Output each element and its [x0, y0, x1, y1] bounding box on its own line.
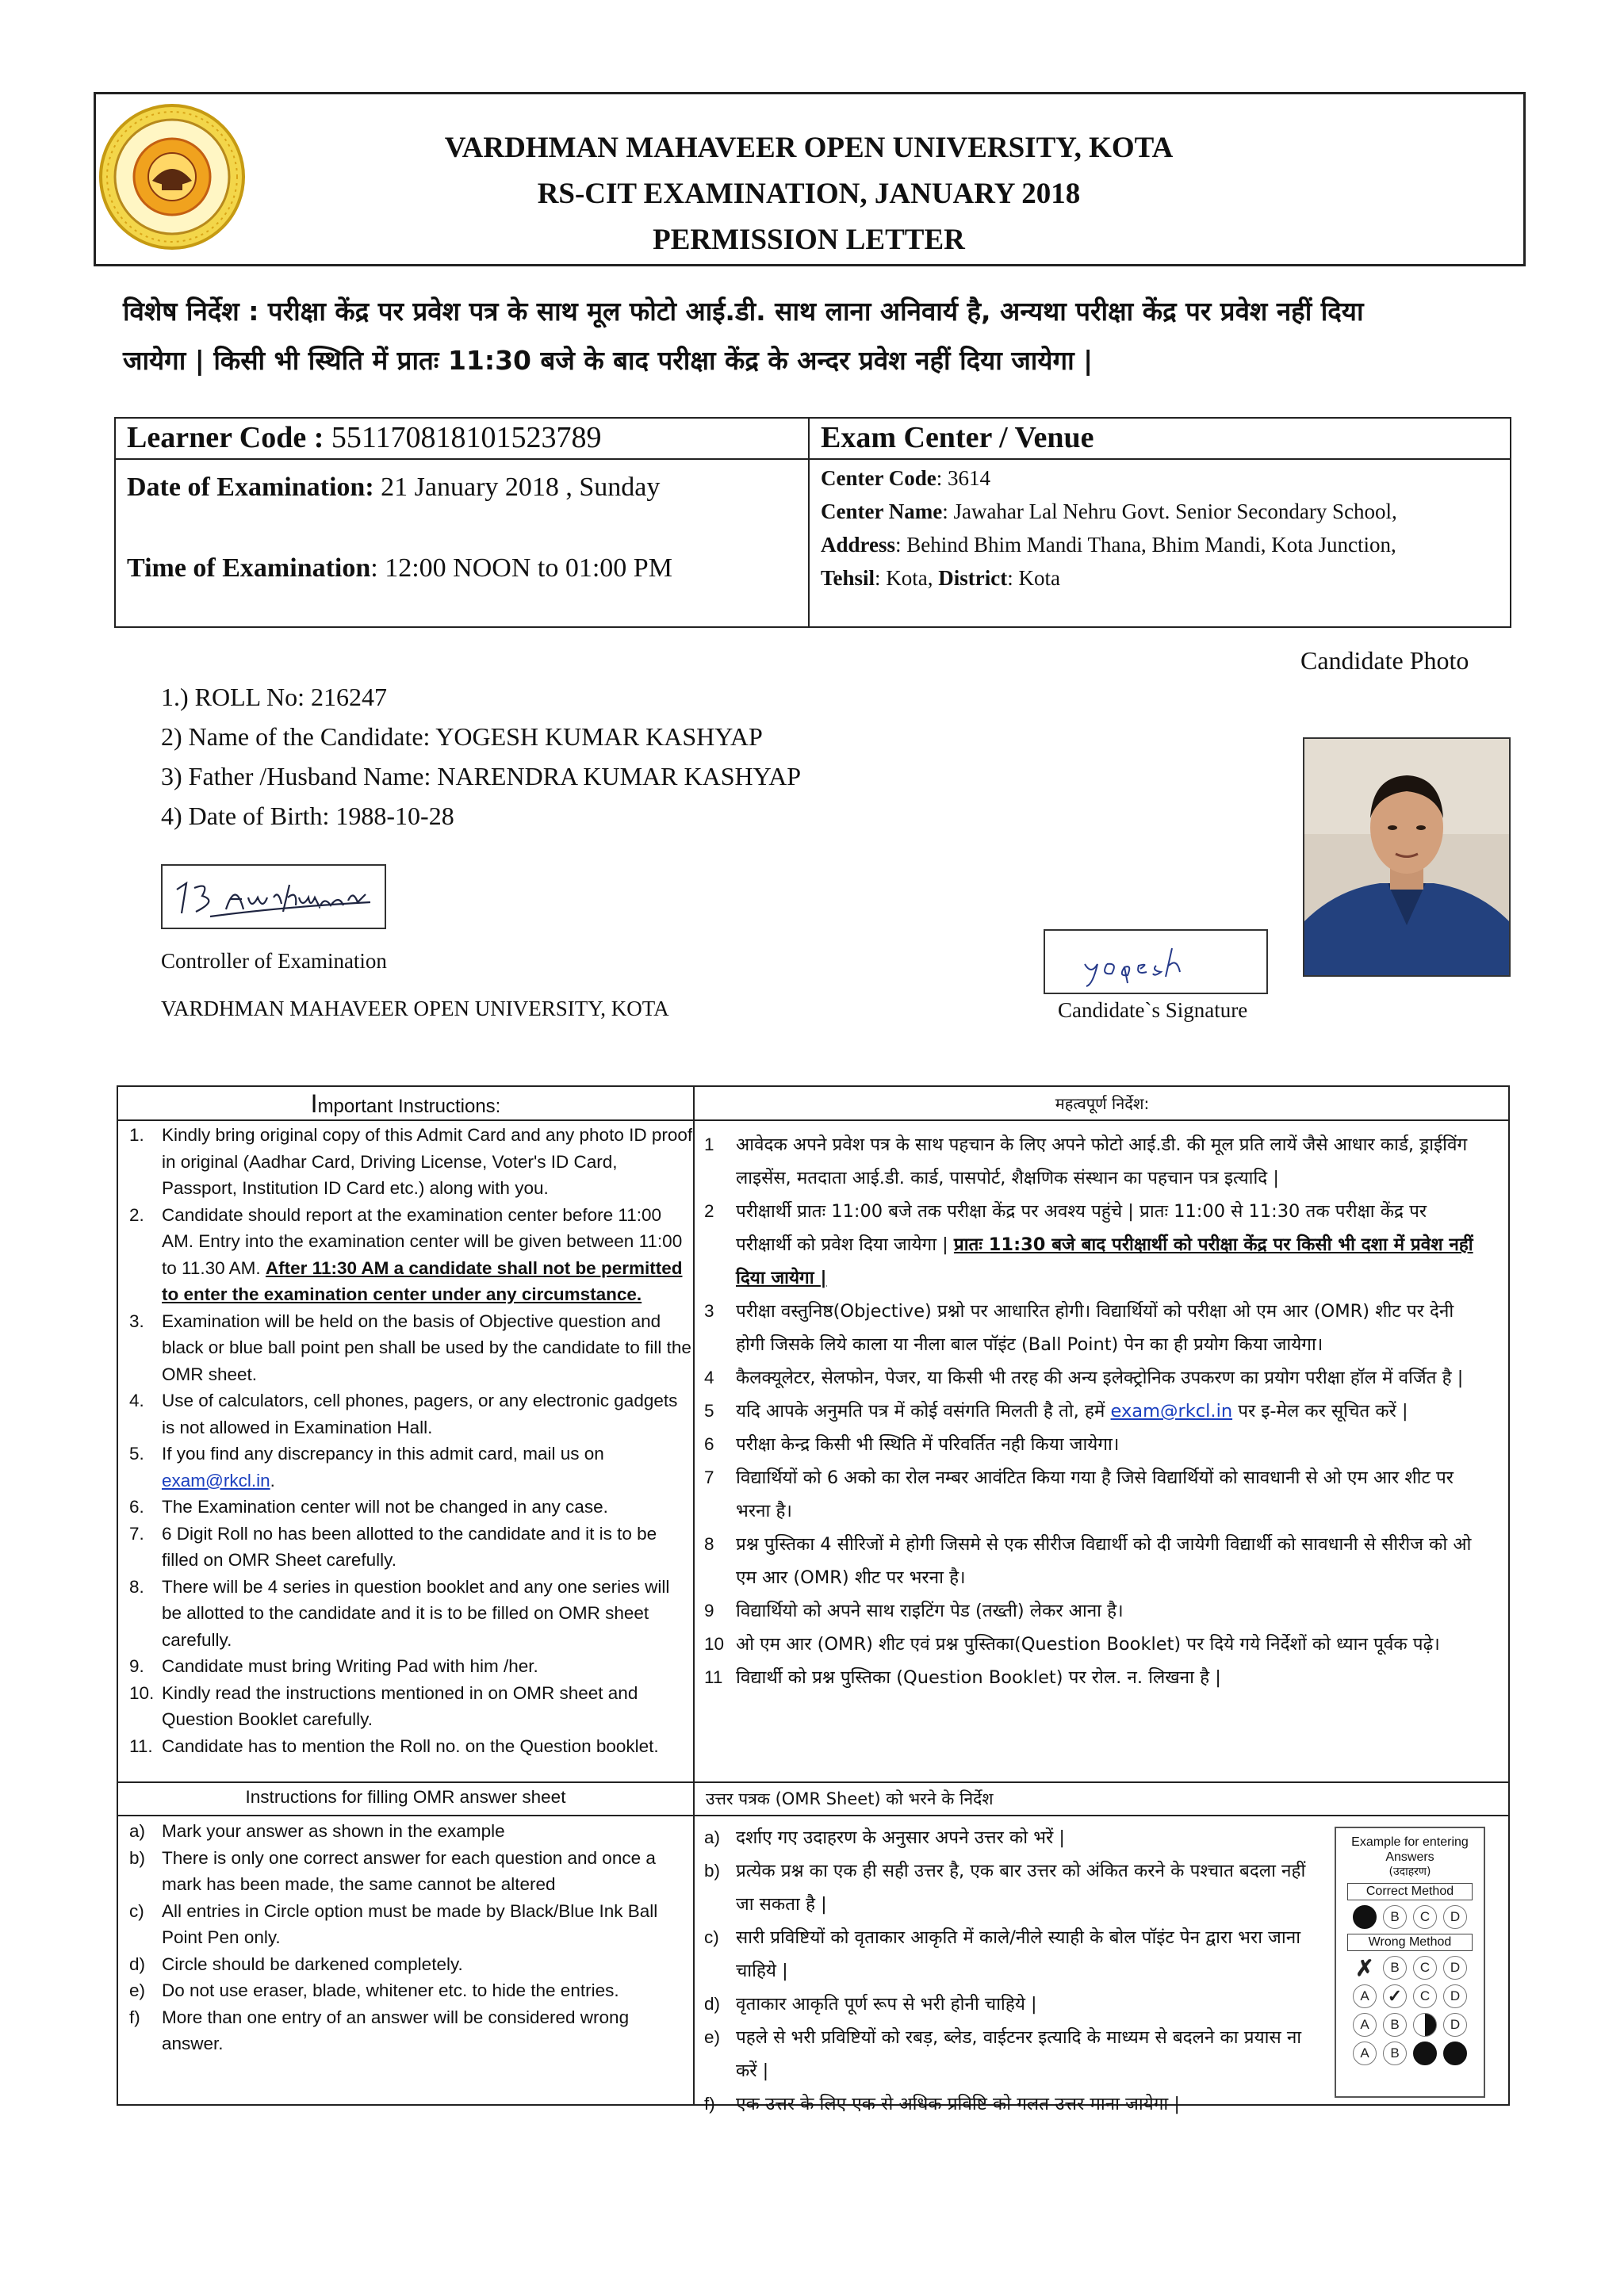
instruction-text: Candidate should report at the examination center before 11:00 AM. Entry into the examination center will be given between 11:00 to 11.30 AM.	[162, 1204, 683, 1278]
wrong-method-label: Wrong Method	[1347, 1934, 1473, 1951]
instruction-item	[118, 2004, 693, 2057]
candidate-name: 2) Name of the Candidate: YOGESH KUMAR KASHYAP	[161, 722, 763, 751]
instruction-number: d)	[704, 1994, 721, 2014]
bubble-b: B	[1383, 2013, 1407, 2037]
learner-code-cell	[116, 419, 810, 460]
learner-code-label: Learner Code :	[127, 421, 331, 454]
instruction-item	[118, 1494, 693, 1521]
special-notice	[123, 287, 1503, 385]
instruction-number: 10	[704, 1634, 725, 1654]
instruction-number: a)	[704, 1827, 721, 1847]
instruction-number: 3	[704, 1301, 714, 1321]
bubble-d: D	[1443, 1956, 1467, 1980]
instruction-item	[118, 1441, 693, 1494]
bubble-b: B	[1383, 1956, 1407, 1980]
hindi-instruction-item	[695, 1361, 1483, 1395]
bubble-b: B	[1383, 2042, 1407, 2065]
hindi-instructions	[695, 1128, 1503, 1694]
candidate-photo-label: Candidate Photo	[1300, 646, 1469, 675]
instruction-number: 2.	[129, 1204, 144, 1225]
instruction-text: Circle should be darkened completely.	[162, 1954, 463, 1974]
filled-bubble-icon	[1443, 2042, 1467, 2065]
father-name: 3) Father /Husband Name: NARENDRA KUMAR KASHYAP	[161, 762, 802, 790]
hindi-instruction-item	[695, 1988, 1313, 2021]
instruction-number: 9.	[129, 1656, 144, 1676]
instruction-text: परीक्षा वस्तुनिष्ठ(Objective) प्रश्नो पर आधारित होगी। विद्यार्थियों को परीक्षा ओ एम आर (OMR) शीट पर देनी होगी जिसके लिये काला या नीला बाल पॉइंट (Ball Point) पेन का ही प्रयोग किया जायेगा।	[736, 1301, 1454, 1355]
instruction-text: परीक्षा केन्द्र किसी भी स्थिति में परिवर्तित नही किया जायेगा।	[736, 1434, 1120, 1455]
instruction-number: e)	[129, 1980, 146, 2000]
instruction-text: The Examination center will not be changed in any case.	[162, 1497, 608, 1517]
instruction-text: विद्यार्थियों को 6 अको का रोल नम्बर आवंटित किया गया है जिसे विद्यार्थियों को सावधानी से ओ एम आर शीट पर भरना है।	[736, 1468, 1454, 1521]
instruction-number: f)	[129, 2007, 140, 2027]
time-value: : 12:00 NOON to 01:00 PM	[370, 553, 672, 583]
controller-title: Controller of Examination	[161, 949, 387, 973]
omr-english-instructions	[118, 1818, 693, 2057]
bubble-d: D	[1443, 1905, 1467, 1929]
instruction-text: प्रश्न पुस्तिका 4 सीरिजों मे होगी जिसमे से एक सीरीज विद्यार्थी को दी जायेगी विद्यार्थी को सावधानी से सीरीज को ओ एम आर (OMR) शीट पर भरना है।	[736, 1534, 1472, 1588]
instruction-text: Use of calculators, cell phones, pagers, or any electronic gadgets is not allowed in Examination Hall.	[162, 1391, 678, 1437]
instruction-item	[118, 1308, 693, 1388]
instruction-text: सारी प्रविष्टियों को वृताकार आकृति में काले/नीले स्याही के बोल पॉइंट पेन द्वारा भरा जाना चाहिये |	[736, 1927, 1301, 1981]
university-seal-icon	[97, 101, 247, 252]
correct-method-label: Correct Method	[1347, 1883, 1473, 1900]
venue-heading-cell	[810, 419, 1510, 460]
correct-bubble-row	[1336, 1905, 1484, 1929]
bubble-c: C	[1413, 1905, 1437, 1929]
instruction-number: 1.	[129, 1125, 144, 1145]
instruction-number: 5	[704, 1401, 714, 1421]
instruction-text: There will be 4 series in question booklet and any one series will be allotted to the candidate and it is to be filled on OMR sheet carefully.	[162, 1576, 670, 1650]
hindi-instruction-item	[695, 1921, 1313, 1988]
hindi-instruction-item	[695, 1461, 1483, 1528]
venue-heading: Exam Center / Venue	[821, 421, 1094, 454]
center-name-label: Center Name	[821, 499, 943, 523]
filled-bubble-icon	[1413, 2042, 1437, 2065]
instruction-text: Candidate has to mention the Roll no. on the Question booklet.	[162, 1735, 659, 1756]
instructions-table	[117, 1085, 1510, 2114]
scribble-mark-icon: ✓	[1383, 1984, 1407, 2008]
important-instructions-heading: Important Instructions:	[118, 1087, 693, 1121]
time-label: Time of Examination	[127, 553, 371, 583]
instruction-item	[118, 1898, 693, 1951]
hindi-instruction-item	[695, 1195, 1483, 1295]
address-value: : Behind Bhim Mandi Thana, Bhim Mandi, Kota Junction,	[895, 533, 1396, 557]
instruction-number: 4.	[129, 1391, 144, 1410]
bubble-a: A	[1353, 1984, 1377, 2008]
bubble-b: B	[1383, 1905, 1407, 1929]
instruction-text: यदि आपके अनुमति पत्र में कोई वसंगति मिलती है तो, हमें	[736, 1401, 1111, 1422]
instruction-item	[118, 1680, 693, 1733]
omr-hindi-instructions	[695, 1821, 1313, 2121]
email-link[interactable]: exam@rkcl.in	[162, 1470, 270, 1490]
instruction-text: Examination will be held on the basis of Objective question and black or blue ball point pen shall be used by the candidate to fill the OMR sheet.	[162, 1311, 691, 1384]
tehsil-label: Tehsil	[821, 566, 875, 590]
instruction-item	[118, 1521, 693, 1574]
district-value: : Kota	[1007, 566, 1061, 590]
wrong-row-half	[1336, 2013, 1484, 2037]
hindi-instruction-item	[695, 1821, 1313, 1854]
bubble-a: A	[1353, 2042, 1377, 2065]
instruction-text: If you find any discrepancy in this admit card, mail us on	[162, 1444, 604, 1464]
instruction-text: More than one entry of an answer will be considered wrong answer.	[162, 2007, 630, 2053]
bubble-d: D	[1443, 1984, 1467, 2008]
document-type: PERMISSION LETTER	[653, 224, 965, 256]
wrong-row-cross	[1336, 1956, 1484, 1980]
instruction-number: b)	[129, 1847, 146, 1868]
instruction-number: 4	[704, 1368, 714, 1387]
center-code-value: : 3614	[936, 466, 990, 490]
wrong-row-tick	[1336, 1984, 1484, 2008]
learner-code-value: 551170818101523789	[331, 421, 602, 454]
instruction-item	[118, 1574, 693, 1654]
omr-instructions-heading: Instructions for filling OMR answer sheet	[245, 1787, 566, 1807]
instruction-number: c)	[704, 1927, 719, 1947]
instruction-text: विद्यार्थी को प्रश्न पुस्तिका (Question Booklet) पर रोल. न. लिखना है |	[736, 1667, 1221, 1688]
hindi-instruction-item	[695, 1428, 1483, 1461]
instruction-text: आवेदक अपने प्रवेश पत्र के साथ पहचान के लिए अपने फोटो आई.डी. की मूल प्रति लायें जैसे आधार कार्ड, ड्राईविंग लाइसेंस, मतदाता आई.डी. कार्ड, पासपोर्ट, शैक्षणिक संस्थान का पहचान पत्र इत्यादि |	[736, 1135, 1468, 1188]
candidate-photo	[1303, 737, 1511, 977]
instruction-text: Kindly read the instructions mentioned in on OMR sheet and Question Booklet carefully.	[162, 1682, 638, 1729]
instruction-number: d)	[129, 1954, 146, 1974]
instruction-text: प्रत्येक प्रश्न का एक ही सही उत्तर है, एक बार उत्तर को अंकित करने के पश्चात बदला नहीं जा सकता है |	[736, 1861, 1306, 1915]
controller-signature	[161, 864, 386, 929]
hindi-instruction-item	[695, 1628, 1483, 1661]
candidate-signature-label: Candidate`s Signature	[1058, 998, 1248, 1022]
omr-example-title: Example for entering Answers	[1351, 1835, 1469, 1864]
instruction-number: 11	[704, 1667, 723, 1687]
instruction-text-end: पर इ-मेल कर सूचित करें |	[1232, 1401, 1408, 1422]
instruction-number: a)	[129, 1821, 146, 1841]
instruction-number: 2	[704, 1201, 714, 1221]
hindi-instruction-item	[695, 1528, 1483, 1594]
instruction-text: There is only one correct answer for each question and once a mark has been made, the same cannot be altered	[162, 1847, 656, 1894]
instruction-number: 3.	[129, 1311, 144, 1331]
instruction-item	[118, 1951, 693, 1978]
instruction-text: ओ एम आर (OMR) शीट एवं प्रश्न पुस्तिका(Question Booklet) पर दिये गये निर्देशों को ध्यान पूर्वक पढ़े।	[736, 1634, 1440, 1655]
instruction-text: वृताकार आकृति पूर्ण रूप से भरी होनी चाहिये |	[736, 1994, 1037, 2015]
university-name: VARDHMAN MAHAVEER OPEN UNIVERSITY, KOTA	[444, 132, 1174, 164]
bubble-c: C	[1413, 1984, 1437, 2008]
instruction-text: Mark your answer as shown in the example	[162, 1821, 505, 1841]
venue-details-cell	[810, 460, 1510, 626]
hindi-instruction-item	[695, 1854, 1313, 1921]
instruction-text: Do not use eraser, blade, whitener etc. to hide the entries.	[162, 1980, 619, 2000]
date-of-birth: 4) Date of Birth: 1988-10-28	[161, 802, 454, 830]
instruction-text: परीक्षार्थी प्रातः 11:00 बजे तक परीक्षा केंद्र पर अवश्य पहुंचे | प्रातः 11:00 से 11:30 तक परीक्षा केंद्र पर परीक्षार्थी को प्रवेश दिया जायेगा |	[736, 1201, 1427, 1255]
instruction-text: 6 Digit Roll no has been allotted to the candidate and it is to be filled on OMR Sheet carefully.	[162, 1523, 657, 1570]
instruction-text-end: .	[270, 1470, 275, 1490]
instruction-number: e)	[704, 2027, 721, 2047]
instruction-item	[118, 1733, 693, 1760]
bubble-d: D	[1443, 2013, 1467, 2037]
omr-example-title-hindi: (उदाहरण)	[1388, 1866, 1431, 1878]
instruction-number: 7	[704, 1468, 714, 1487]
date-value: 21 January 2018 , Sunday	[373, 473, 661, 502]
instruction-item	[118, 1122, 693, 1202]
omr-example-box	[1335, 1827, 1485, 2098]
hindi-instruction-item	[695, 1295, 1483, 1361]
notice-line-2: जायेगा | किसी भी स्थिति में प्रातः 11:30 बजे के बाद परीक्षा केंद्र के अन्दर प्रवेश नहीं दिया जायेगा |	[123, 345, 1094, 376]
instruction-number: 8	[704, 1534, 714, 1554]
instruction-item	[118, 1818, 693, 1845]
controller-university: VARDHMAN MAHAVEER OPEN UNIVERSITY, KOTA	[161, 997, 669, 1020]
instruction-text: All entries in Circle option must be made by Black/Blue Ink Ball Point Pen only.	[162, 1900, 658, 1947]
hindi-instruction-item	[695, 1594, 1483, 1628]
instruction-number: 6	[704, 1434, 714, 1454]
hindi-instruction-item	[695, 1395, 1483, 1428]
candidate-details	[161, 677, 801, 836]
instruction-number: 10.	[129, 1682, 155, 1703]
instruction-item	[118, 1653, 693, 1680]
half-filled-bubble-icon	[1413, 2013, 1437, 2037]
instruction-item	[118, 1845, 693, 1898]
hindi-instruction-item	[695, 2021, 1313, 2087]
omr-hindi-heading: उत्तर पत्रक (OMR Sheet) को भरने के निर्देश	[706, 1789, 994, 1808]
hindi-instructions-heading: महत्वपूर्ण निर्देश:	[695, 1087, 1510, 1121]
hindi-instruction-item	[695, 2087, 1313, 2121]
hindi-instruction-item	[695, 1661, 1483, 1694]
instruction-text: Kindly bring original copy of this Admit Card and any photo ID proof in original (Aadhar Card, Driving License, Voter's ID Card, Passport, Institution ID Card etc.) along with you.	[162, 1125, 693, 1198]
cross-mark-icon: ✗	[1355, 1955, 1374, 1980]
controller-block	[161, 945, 669, 1024]
instruction-emphasis: प्रातः 11:30 बजे बाद परीक्षार्थी को परीक्षा केंद्र पर किसी भी दशा में प्रवेश नहीं दिया जायेगा |	[736, 1234, 1473, 1288]
roll-number: 1.) ROLL No: 216247	[161, 683, 388, 711]
filled-bubble-icon	[1353, 1905, 1377, 1929]
instruction-number: 8.	[129, 1576, 144, 1597]
address-label: Address	[821, 533, 896, 557]
instruction-text: एक उत्तर के लिए एक से अधिक प्रविष्टि को गलत उत्तर माना जायेगा |	[736, 2094, 1180, 2114]
hindi-instruction-item	[695, 1128, 1483, 1195]
instruction-number: f)	[704, 2094, 715, 2114]
instruction-number: 1	[704, 1135, 714, 1154]
notice-line-1: विशेष निर्देश : परीक्षा केंद्र पर प्रवेश पत्र के साथ मूल फोटो आई.डी. साथ लाना अनिवार्य है, अन्यथा परीक्षा केंद्र पर प्रवेश नहीं दिया	[123, 296, 1364, 327]
district-label: District	[938, 566, 1008, 590]
date-label: Date of Examination:	[127, 473, 374, 502]
exam-info-table	[114, 417, 1511, 628]
instruction-text: पहले से भरी प्रविष्टियों को रबड़, ब्लेड, वाईटनर इत्यादि के माध्यम से बदलने का प्रयास ना करें |	[736, 2027, 1302, 2081]
instruction-text: विद्यार्थियो को अपने साथ राइटिंग पेड (तख्ती) लेकर आना है।	[736, 1601, 1124, 1621]
instruction-number: 5.	[129, 1444, 144, 1464]
date-time-cell	[116, 460, 810, 626]
instruction-emphasis: After 11:30 AM a candidate shall not be permitted to enter the examination center under any circumstance.	[162, 1257, 683, 1304]
instruction-item	[118, 1202, 693, 1308]
bubble-a: A	[1353, 2013, 1377, 2037]
candidate-signature	[1044, 929, 1268, 994]
wrong-row-double	[1336, 2042, 1484, 2065]
email-link[interactable]: exam@rkcl.in	[1110, 1401, 1233, 1422]
instruction-text: कैलक्यूलेटर, सेलफोन, पेजर, या किसी भी तरह की अन्य इलेक्ट्रोनिक उपकरण का प्रयोग परीक्षा हॉल में वर्जित है |	[736, 1368, 1464, 1388]
omr-heading-bottom-rule	[118, 1815, 1508, 1816]
center-name-value: : Jawahar Lal Nehru Govt. Senior Secondary School,	[942, 499, 1397, 523]
instruction-number: 6.	[129, 1497, 144, 1517]
center-code-label: Center Code	[821, 466, 936, 490]
instruction-number: 11.	[129, 1735, 153, 1756]
bubble-c: C	[1413, 1956, 1437, 1980]
instruction-number: 9	[704, 1601, 714, 1621]
tehsil-value: : Kota,	[875, 566, 939, 590]
instruction-number: c)	[129, 1900, 144, 1921]
english-instructions	[118, 1122, 693, 1759]
instruction-text: Candidate must bring Writing Pad with him /her.	[162, 1656, 538, 1676]
instruction-item	[118, 1387, 693, 1441]
instruction-number: 7.	[129, 1523, 144, 1544]
instruction-text: दर्शाए गए उदाहरण के अनुसार अपने उत्तर को भरें |	[736, 1827, 1065, 1848]
instruction-item	[118, 1977, 693, 2004]
instruction-number: b)	[704, 1861, 721, 1881]
exam-title: RS-CIT EXAMINATION, JANUARY 2018	[537, 178, 1081, 210]
